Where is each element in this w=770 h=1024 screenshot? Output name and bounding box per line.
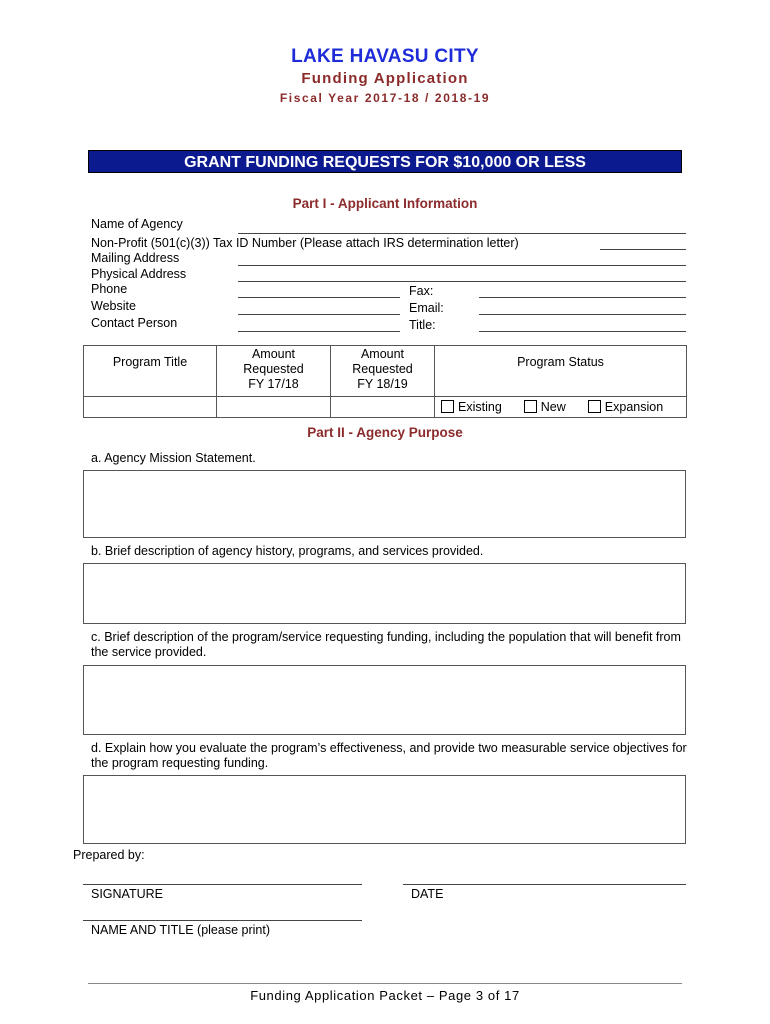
label-physical-address: Physical Address (91, 267, 187, 281)
name-title-label: NAME AND TITLE (please print) (91, 923, 270, 937)
city-title: LAKE HAVASU CITY (291, 46, 479, 67)
status-expansion[interactable]: Expansion (588, 400, 663, 414)
label-title: Title: (409, 318, 436, 332)
checkbox-expansion[interactable] (588, 400, 601, 413)
label-contact-person: Contact Person (91, 316, 178, 330)
footer-text: Funding Application Packet – Page 3 of 17 (250, 988, 520, 1003)
signature-label: SIGNATURE (91, 887, 163, 901)
field-tax-id[interactable] (600, 249, 686, 250)
part1-title: Part I - Applicant Information (292, 196, 478, 211)
label-website: Website (91, 299, 136, 313)
field-fax[interactable] (479, 297, 686, 298)
field-website[interactable] (238, 314, 400, 315)
date-line[interactable] (403, 884, 686, 885)
label-mailing-address: Mailing Address (91, 251, 180, 265)
field-phone[interactable] (238, 297, 400, 298)
status-existing[interactable]: Existing (441, 400, 502, 414)
question-d: d. Explain how you evaluate the program’s effectiveness, and provide two measurable service objectives for the program requesting funding. (91, 741, 687, 770)
section-banner: GRANT FUNDING REQUESTS FOR $10,000 OR LESS (88, 150, 682, 173)
checkbox-new[interactable] (524, 400, 537, 413)
program-table (83, 345, 687, 418)
prepared-by-label: Prepared by: (73, 848, 145, 862)
field-mailing-address[interactable] (238, 265, 686, 266)
label-email: Email: (409, 301, 444, 315)
field-title[interactable] (479, 331, 686, 332)
field-contact-person[interactable] (238, 331, 400, 332)
cell-amount-1819[interactable] (331, 397, 435, 418)
answer-box-d[interactable] (83, 775, 686, 844)
checkbox-existing[interactable] (441, 400, 454, 413)
header-program-status: Program Status (435, 346, 687, 397)
name-title-line[interactable] (83, 920, 362, 921)
field-physical-address[interactable] (238, 281, 686, 282)
label-agency-name: Name of Agency (91, 217, 183, 231)
header-amount-1718: Amount Requested FY 17/18 (217, 346, 331, 397)
cell-amount-1718[interactable] (217, 397, 331, 418)
answer-box-c[interactable] (83, 665, 686, 735)
form-subtitle: Funding Application (301, 70, 469, 87)
header-program-title: Program Title (84, 346, 217, 397)
answer-box-b[interactable] (83, 563, 686, 624)
footer-divider (88, 983, 682, 984)
field-email[interactable] (479, 314, 686, 315)
field-agency-name[interactable] (238, 233, 686, 234)
label-fax: Fax: (409, 284, 434, 298)
header-amount-1819: Amount Requested FY 18/19 (331, 346, 435, 397)
date-label: DATE (411, 887, 444, 901)
label-tax-id: Non-Profit (501(c)(3)) Tax ID Number (Please attach IRS determination letter) (91, 236, 519, 250)
question-c: c. Brief description of the program/service requesting funding, including the population that will benefit from the service provided. (91, 630, 681, 659)
status-new[interactable]: New (524, 400, 566, 414)
part2-title: Part II - Agency Purpose (307, 425, 463, 440)
signature-line[interactable] (83, 884, 362, 885)
answer-box-a[interactable] (83, 470, 686, 538)
question-b: b. Brief description of agency history, programs, and services provided. (91, 544, 484, 558)
cell-program-title[interactable] (84, 397, 217, 418)
fiscal-year: Fiscal Year 2017-18 / 2018-19 (279, 91, 491, 105)
cell-program-status (435, 397, 687, 418)
question-a: a. Agency Mission Statement. (91, 451, 256, 465)
label-phone: Phone (91, 282, 128, 296)
